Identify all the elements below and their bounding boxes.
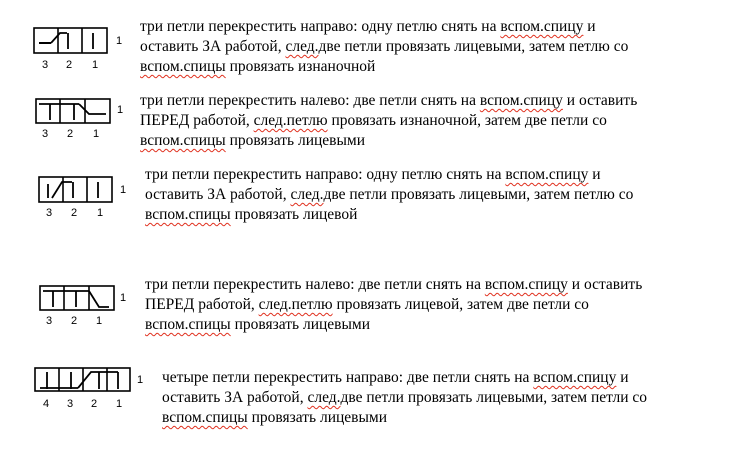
- text-line: вспом.спицы провязать лицевыми: [140, 132, 366, 149]
- stitch-number: 2: [66, 128, 74, 140]
- stitch-number: 2: [70, 315, 78, 327]
- stitch-number: 3: [66, 398, 74, 410]
- description-text: [162, 368, 647, 428]
- text-line: ПЕРЕД работой, след.петлю провязать изнаночной, затем две петли со: [140, 112, 607, 129]
- text-line: оставить ЗА работой, след.две петли провязать лицевыми, затем петлю со: [140, 38, 629, 55]
- stitch-number: 1: [115, 398, 123, 410]
- description-text: [140, 17, 628, 77]
- stitch-number: 2: [90, 398, 98, 410]
- text-line: оставить ЗА работой, след.две петли провязать лицевыми, затем петли со: [162, 389, 648, 406]
- stitch-number: 1: [96, 207, 104, 219]
- cross-right-purl-symbol: [33, 27, 108, 54]
- text-line: вспом.спицы провязать лицевой: [145, 206, 358, 223]
- row-number-label: 1: [120, 292, 127, 304]
- stitch-number: 2: [65, 59, 73, 71]
- stitch-number: 1: [92, 128, 100, 140]
- stitch-number: 3: [45, 207, 53, 219]
- row-number-label: 1: [120, 184, 127, 196]
- text-line: четыре петли перекрестить направо: две петли снять на вспом.спицу и: [162, 369, 629, 386]
- text-line: три петли перекрестить направо: одну петлю снять на вспом.спицу и: [140, 18, 596, 35]
- stitch-number: 1: [95, 315, 103, 327]
- cross-left-purl-symbol: [35, 98, 111, 124]
- description-text: [145, 165, 633, 225]
- text-line: ПЕРЕД работой, след.петлю провязать лицевой, затем две петли со: [145, 296, 589, 313]
- cross-right-knit-symbol: [38, 176, 113, 203]
- stitch-number: 3: [41, 128, 49, 140]
- text-line: оставить ЗА работой, след.две петли провязать лицевыми, затем петлю со: [145, 186, 634, 203]
- text-line: вспом.спицы провязать лицевыми: [145, 316, 371, 333]
- text-line: три петли перекрестить направо: одну петлю снять на вспом.спицу и: [145, 166, 601, 183]
- cross-left-knit-symbol: [39, 285, 115, 311]
- row-number-label: 1: [116, 35, 123, 47]
- text-line: вспом.спицы провязать лицевыми: [162, 409, 388, 426]
- text-line: вспом.спицы провязать изнаночной: [140, 58, 376, 75]
- cross-right-4-symbol: [34, 367, 131, 392]
- text-line: три петли перекрестить налево: две петли снять на вспом.спицу и оставить: [140, 92, 638, 109]
- description-text: [140, 91, 637, 151]
- row-number-label: 1: [137, 374, 144, 386]
- row-number-label: 1: [117, 104, 124, 116]
- stitch-number: 3: [41, 59, 49, 71]
- stitch-number: 2: [70, 207, 78, 219]
- stitch-number: 4: [42, 398, 50, 410]
- stitch-number: 3: [45, 315, 53, 327]
- text-line: три петли перекрестить налево: две петли снять на вспом.спицу и оставить: [145, 276, 643, 293]
- stitch-number: 1: [91, 59, 99, 71]
- description-text: [145, 275, 642, 335]
